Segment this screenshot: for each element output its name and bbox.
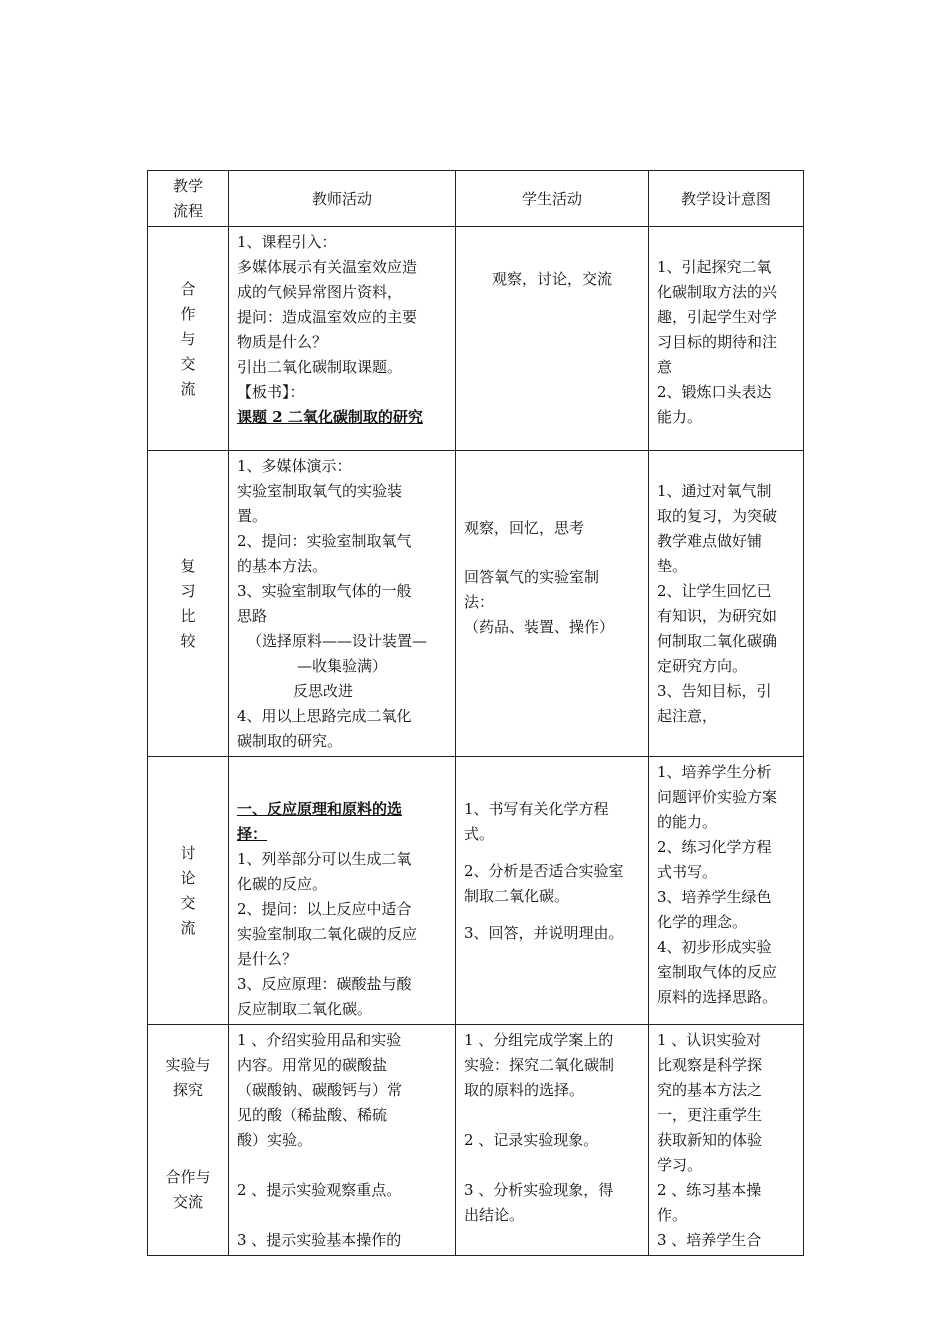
student-activity-cell: 观察，讨论，交流 (456, 227, 649, 451)
table-header-row (148, 171, 804, 227)
teacher-activity-cell: 1、多媒体演示： 实验室制取氧气的实验装 置。 2、提问：实验室制取氧气 的基本方法。 3、实验室制取气体的一般 思路 （选择原料——设计装置— —收集验满） 反思改进 4、用以上思路完成二氧化 碳制取的研究。 (229, 451, 456, 757)
table-row (148, 227, 804, 451)
design-intent-cell: 1 、认识实验对 比观察是科学探 究的基本方法之 一，更注重学生 获取新知的体验 学习。 2 、练习基本操 作。 3 、培养学生合 (649, 1025, 804, 1256)
design-intent-cell: 1、通过对氧气制 取的复习，为突破 教学难点做好铺 垫。 2、让学生回忆已 有知识，为研究如 何制取二氧化碳确 定研究方向。 3、告知目标，引 起注意， (649, 451, 804, 757)
header-design-intent: 教学设计意图 (649, 171, 804, 227)
table-row (148, 1025, 804, 1256)
header-student-activity: 学生活动 (456, 171, 649, 227)
stage-cell: 实验与 探究 合作与 交流 (148, 1025, 229, 1256)
design-intent-cell: 1、引起探究二氧 化碳制取方法的兴 趣，引起学生对学 习目标的期待和注 意 2、锻炼口头表达 能力。 (649, 227, 804, 451)
stage-cell: 复 习 比 较 (148, 451, 229, 757)
header-teaching-process: 教学 流程 (148, 171, 229, 227)
section-heading: 一、反应原理和原料的选 (237, 800, 403, 818)
teacher-activity-cell: 一、反应原理和原料的选 择： 1、列举部分可以生成二氧 化碳的反应。 2、提问：以上反应中适合 实验室制取二氧化碳的反应 是什么？ 3、反应原理：碳酸盐与酸 反应制取二氧化碳。 (229, 757, 456, 1025)
header-teacher-activity: 教师活动 (229, 171, 456, 227)
teacher-activity-cell: 1、课程引入： 多媒体展示有关温室效应造 成的气候异常图片资料， 提问：造成温室效应的主要 物质是什么？ 引出二氧化碳制取课题。 【板书】： 课题 2 二氧化碳制取的研究 (229, 227, 456, 451)
student-activity-cell: 1、书写有关化学方程 式。 2、分析是否适合实验室 制取二氧化碳。 3、回答，并说明理由。 (456, 757, 649, 1025)
student-activity-cell: 观察，回忆，思考 回答氧气的实验室制 法： （药品、装置、操作） (456, 451, 649, 757)
stage-cell: 讨 论 交 流 (148, 757, 229, 1025)
table-row (148, 757, 804, 1025)
stage-cell: 合 作 与 交 流 (148, 227, 229, 451)
student-activity-cell: 1 、分组完成学案上的 实验：探究二氧化碳制 取的原料的选择。 2 、记录实验现象。 3 、分析实验现象，得 出结论。 (456, 1025, 649, 1256)
design-intent-cell: 1、培养学生分析 问题评价实验方案 的能力。 2、练习化学方程 式书写。 3、培养学生绿色 化学的理念。 4、初步形成实验 室制取气体的反应 原料的选择思路。 (649, 757, 804, 1025)
teacher-activity-cell: 1 、介绍实验用品和实验 内容。用常见的碳酸盐 （碳酸钠、碳酸钙与）常 见的酸（稀盐酸、稀硫 酸）实验。 2 、提示实验观察重点。 3 、提示实验基本操作的 (229, 1025, 456, 1256)
table-row (148, 451, 804, 757)
board-title: 课题 2 二氧化碳制取的研究 (237, 408, 423, 426)
lesson-plan-table (147, 170, 804, 1256)
